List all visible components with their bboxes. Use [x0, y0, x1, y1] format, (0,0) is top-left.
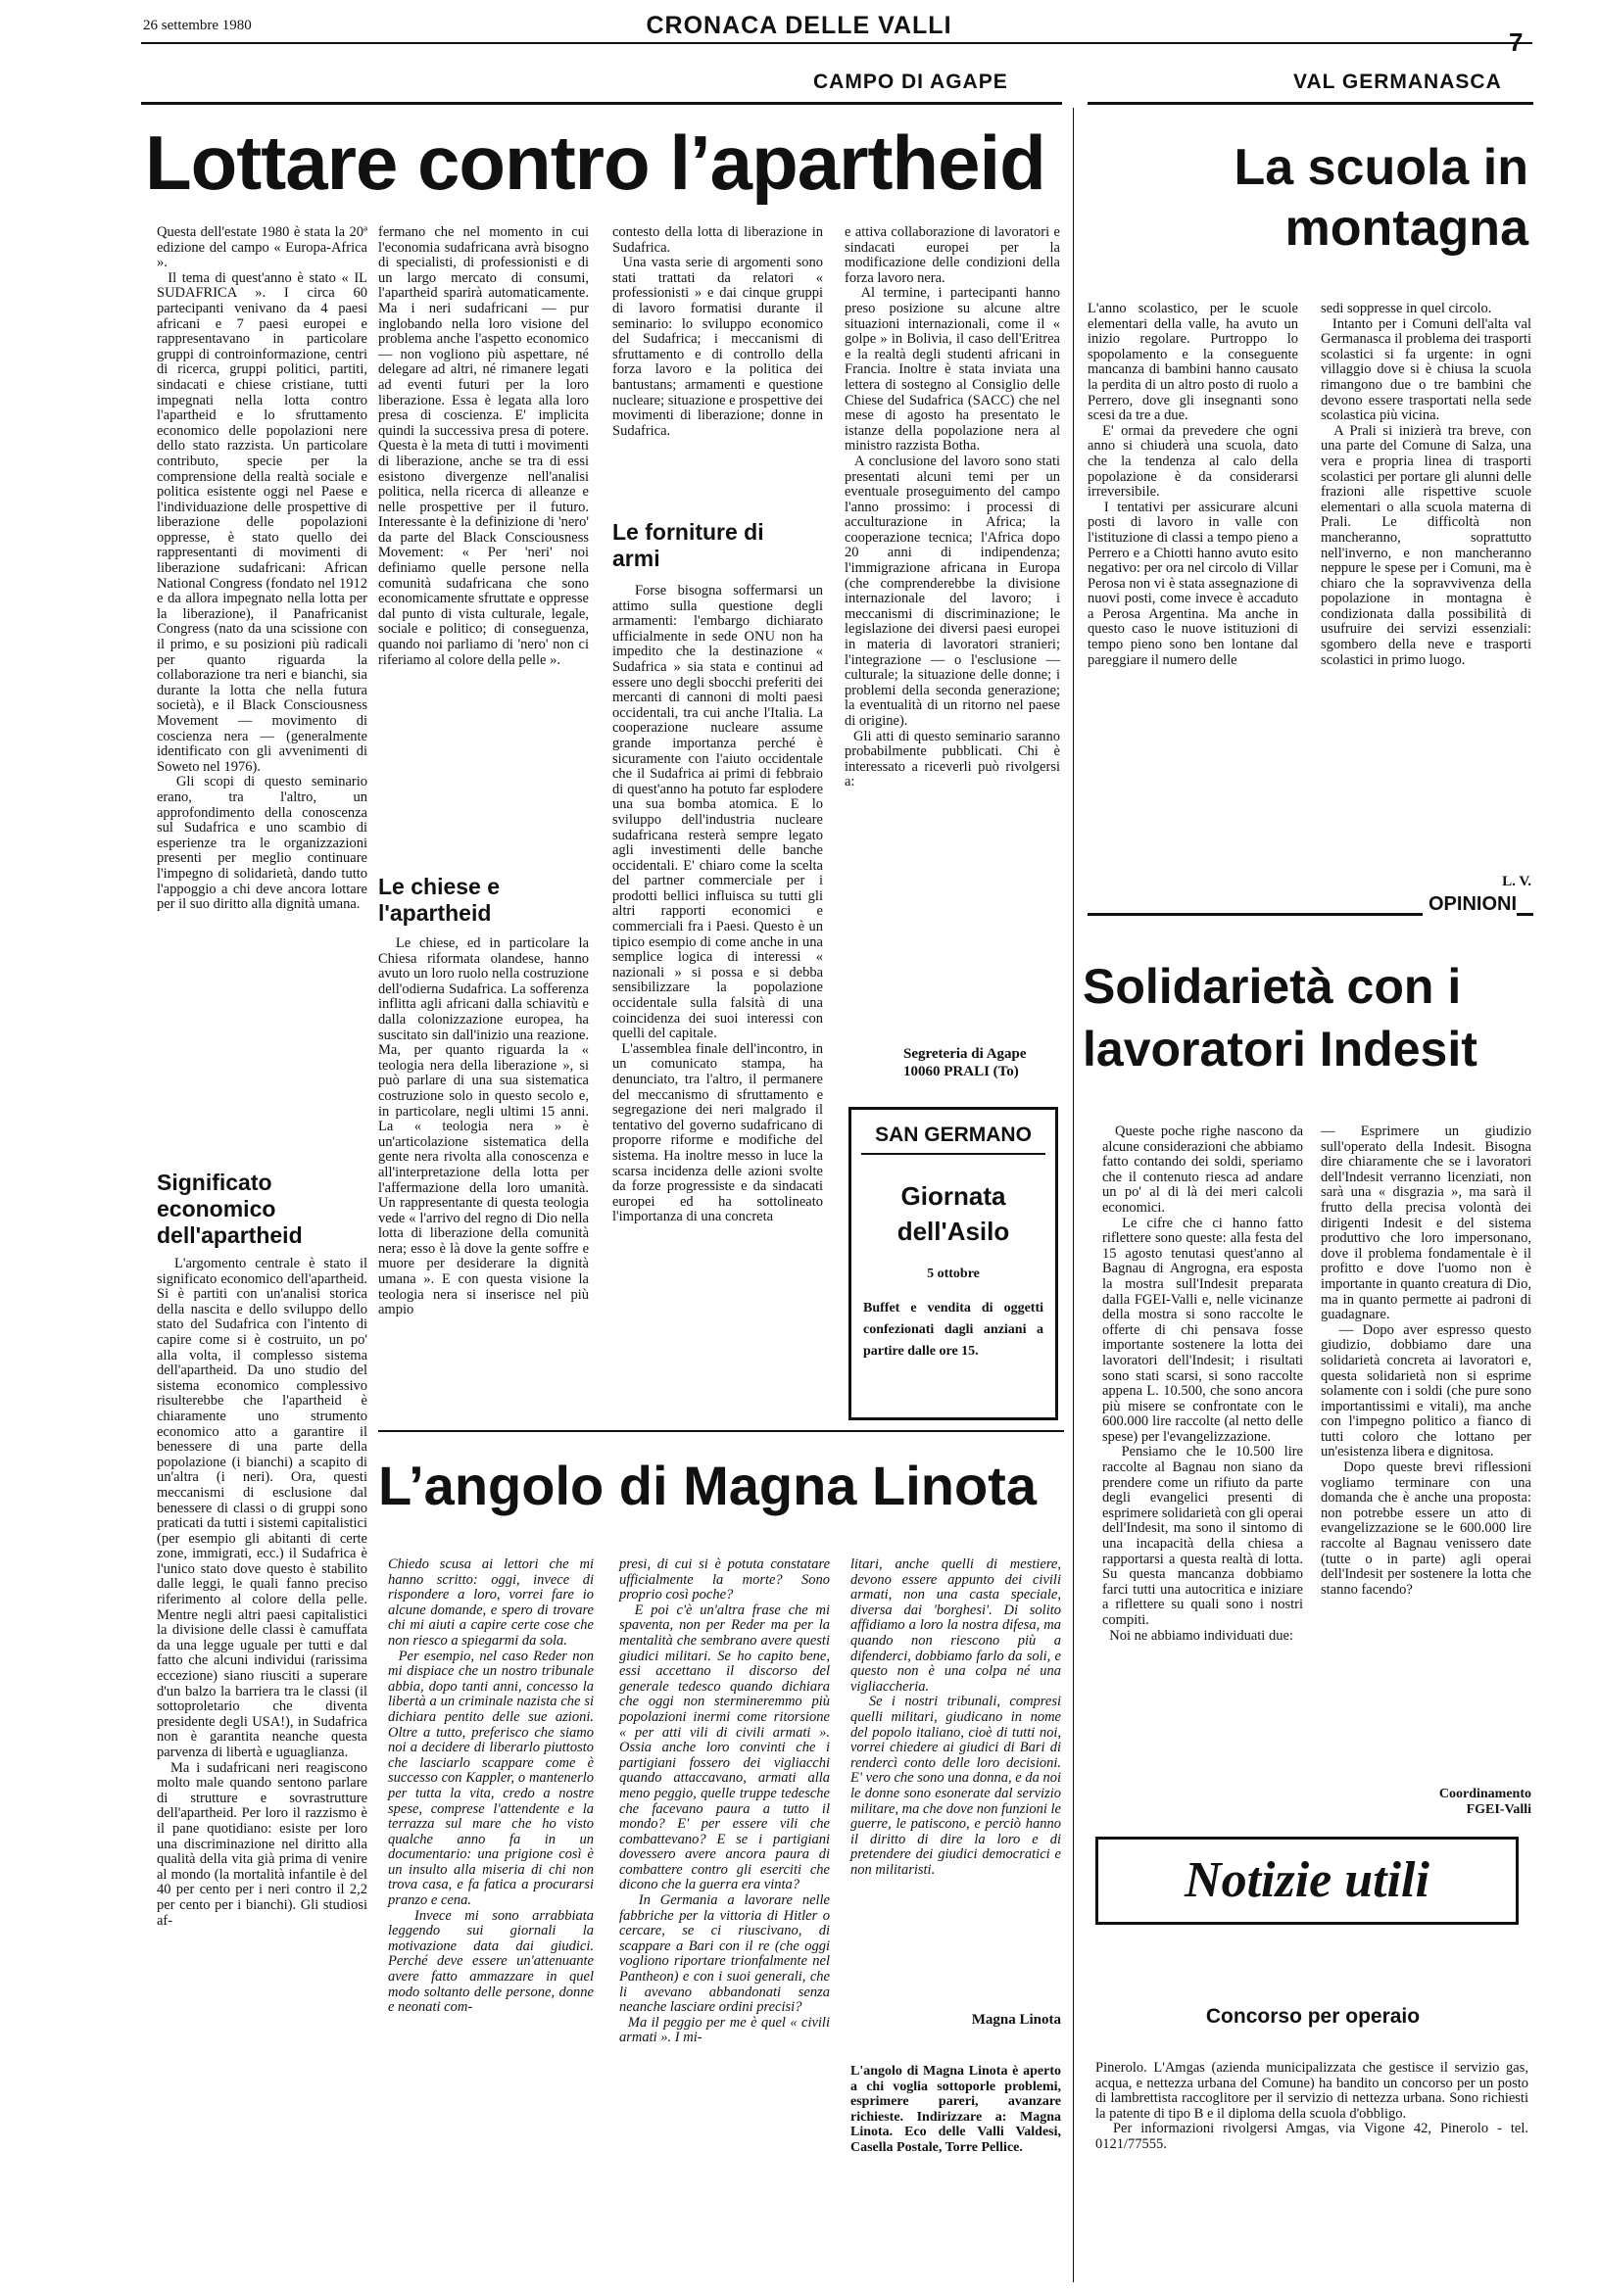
- san-germano-box: [848, 1107, 1058, 1420]
- masthead-rule: [141, 42, 1532, 44]
- apartheid-column-1: [157, 225, 367, 2177]
- apartheid-column-3: [612, 225, 823, 1495]
- apartheid-column-2: [378, 224, 593, 1500]
- linota-note: L'angolo di Magna Linota è aperto a chi voglia sottoporle problemi, esprimere pareri, avanzare richieste. Indirizzare a: Magna Linota. Eco delle Valli Valdesi, Casella Postale, Torre Pellice.: [850, 2064, 1065, 2155]
- linota-column-1: [388, 1557, 594, 2282]
- headline-scuola: La scuola in montagna: [1234, 139, 1528, 257]
- article-text: Le chiese, ed in particolare la Chiesa riformata olandese, hanno avuto un loro ruolo nella costruzione dell'odierna Sudafrica. La sofferenza inflitta agli africani dalla schiavitù e dalla colonizzazione europea, ha suscitato sin dall'inizio una reazione. Ma, per quanto riguarda la « teologia nera della liberazione », si può parlare di una sua sistematica costruzione solo in questo secolo e, in particolare, negli ultimi 15 anni. La « teologia nera » è un'articolazione sistematica della gente nera rivolta alla conoscenza e all'interpretazione della lotta per l'affermazione della loro umanità. Un rappresentante di questa teologia vede « l'arrivo del regno di Dio nella lotta di liberazione della comunità nera; esso è là dove la gente soffre e muore per desiderare la dignità umana ». E con questa visione la teologia nera si inserisce nel più ampio: [378, 935, 593, 1318]
- article-text: litari, anche quelli di mestiere, devono essere appunto dei civili armati, non una casta speciale, diversa dai 'borghesi'. Di solito affidiamo a loro la nostra difesa, ma quando non riescono più a difenderci, dobbiamo farlo da soli, e questo non è una colpa né una vigliaccheria. Se i nostri tribunali, compresi quelli militari, giudicano in nome del popolo italiano, cioè di tutti noi, vorrei chiedere ai giudici di Bari di rendercì conto delle loro decisioni. E' vero che sono una donna, e da noi le donne sono esonerate dal servizio militare, ma che dove non funzioni le guerre, le patiscono, e perciò hanno il diritto di dire la loro e di pretendere dei giudici democratici e non militaristi.: [850, 1556, 1061, 1878]
- subheading-chiese: Le chiese e l'apartheid: [378, 874, 501, 926]
- linota-column-3: [850, 1556, 1065, 2230]
- box-rule: [861, 1153, 1045, 1155]
- article-text: Chiedo scusa ai lettori che mi hanno scritto: oggi, invece di rispondere a loro, vorrei fare io alcune domande, e spero di trovare chi mi aiuti a capire certe cose che non riesco a spiegarmi da sola. Per esempio, nel caso Reder non mi dispiace che un nostro tribunale abbia, dopo tanti anni, concesso la libertà a un criminale nazista che si dichiara pentito delle sue azioni. Oltre a tutto, preferisco che siamo noi a decidere di liberarlo piuttosto che lasciarlo scappare come è successo con Kappler, o mantenerlo per tutta la vita, credo a nostre spese, comprese l'attendente e la terrazza sul mare che ho visto qualche anno fa in un documentario: una prigione così è un insulto alla miseria di chi non trova casa, e fa fatica a procurarsi pranzo e cena. Invece mi sono arrabbiata leggendo sui giornali la motivazione data dai giudici. Perché deve essere un'attenuante avere fatto ammazzare in quel modo soltanto delle persone, donne e neonati com-: [388, 1556, 595, 2016]
- column-divider: [1073, 108, 1074, 2282]
- headline-linota: L’angolo di Magna Linota: [378, 1455, 1037, 1516]
- linota-column-2: [619, 1557, 830, 2282]
- newspaper-title: CRONACA DELLE VALLI: [646, 12, 952, 39]
- box-text: Buffet e vendita di oggetti confezionati dagli anziani a partire dalle ore 15.: [863, 1301, 1043, 1359]
- article-text: contesto della lotta di liberazione in Sudafrica. Una vasta serie di argomenti sono stati trattati da relatori « professionisti » e dai cinque gruppi di lavoro formatisi durante il seminario: lo sviluppo economico del Sudafrica; i meccanismi di sfruttamento e di controllo della forza lavoro e la politica dei bantustans; armamenti e questione nucleare; situazione e prospettive dei movimenti di liberazione; donne in Sudafrica.: [612, 224, 823, 439]
- headline-solidarieta: Solidarietà con i lavoratori Indesit: [1083, 959, 1477, 1076]
- signature-agape: Segreteria di Agape: [903, 1046, 1027, 1062]
- article-text: L'argomento centrale è stato il significato economico dell'apartheid. Si è partiti con un'analisi storica della nascita e dello sviluppo dello stato del Sudafrica con l'intento di capire come si è costruito, un po' alla volta, il complesso sistema dell'apartheid. Da uno studio del sistema economico complessivo risulterebbe che l'apartheid è chiaramente uno strumento economico atto a garantire il benessere di una parte della popolazione (i bianchi) a scapito di un'altra (i neri). Ora, questi meccanismi di esclusione dal benessere di classi o di gruppi sono praticati da tutti i sistemi capitalistici (per esempio gli abitanti di certe zone, immigrati, ecc.) il Sudafrica è l'unico stato dove questo è stabilito dalle leggi, le quali fanno preciso riferimento al colore della pelle. Mentre negli altri paesi capitalistici la divisione delle classi è camuffata da una legge uguale per tutti e dal fatto che alcuni individui (rarissima eccezione) siano riusciti a superare d'un balzo la barriera tra le classi (il sottoproletario che diventa presidente degli USA!), in Sudafrica non è garantita neanche questa parvenza di libertà e uguaglianza. Ma i sudafricani neri reagiscono molto male quando sentono parlare di strutture e sovrastrutture dell'apartheid. Per loro il razzismo è il pane quotidiano: esiste per loro una discriminazione nel diritto alla qualità della vita già prima di venire al mondo (la mortalità infantile è del 40 per cento per i neri contro il 2,2 per cento per i bianchi). Gli studiosi af-: [157, 1256, 368, 1929]
- section-label-campo-agape: CAMPO DI AGAPE: [813, 71, 1008, 93]
- article-text: fermano che nel momento in cui l'economia sudafricana avrà bisogno di specialisti, di professionisti e di un largo mercato di consumi, l'apartheid sparirà automaticamente. Ma i neri sudafricani — pur inglobando nella loro visione del problema anche l'aspetto economico — non vogliono più aspettare, né delegare ad altri, né rimanere legati ad eventi futuri per la loro liberazione. Essa è legata alla loro presa di coscienza. E' implicita quindi la successiva presa di potere. Questa è la meta di tutti i movimenti di liberazione, anche se tra di essi esistono divergenze nell'analisi politica, nella ricerca di alleanze e nelle prospettive per il futuro. Interessante è la definizione di 'nero' da parte del Black Consciousness Movement: « Per 'neri' noi definiamo quelle persone nella comunità sudafricana che sono economicamente sfruttate e oppresse dal punto di vista culturale, legale, sociale e politico; di conseguenza, quando noi parliamo di 'nero' non ci riferiamo al colore della pelle ».: [378, 224, 593, 668]
- signature-coordinamento: Coordinamento: [1438, 1787, 1531, 1801]
- article-text: Forse bisogna soffermarsi un attimo sulla questione degli armamenti: l'embargo dichiarato ufficialmente in sede ONU non ha impedito che la destinazione « Sudafrica » sia stata e continui ad essere uno degli sbocchi preferiti dei mercanti di cannoni di molti paesi occidentali, tra cui anche l'Italia. La cooperazione nucleare assume grande importanza perché è sicuramente con l'aiuto occidentale che il Sudafrica ai primi di febbraio di quest'anno ha potuto far esplodere una sua bomba atomica. E lo sviluppo dell'industria nucleare sudafricana resterà sempre legato agli investimenti delle banche occidentali. E' chiaro come la scelta del partner commerciale per i prodotti bellici influisca su tutti gli altri rapporti economici e commerciali fra i Paesi. Questo è un tipico esempio di come anche in una semplice logica di interessi « nazionali » si possa e si debba sensibilizzare la popolazione occidentale sulla falsità di una coincidenza dei suoi interessi con quelli del capitale. L'assemblea finale dell'incontro, in un comunicato stampa, ha denunciato, tra l'altro, il permanere del meccanismo di sfruttamento e segregazione dei neri malgrado il tentativo del governo sudafricano di proporre riforme e modifiche del sistema. Ha inoltre messo in luce la scarsa incidenza delle azioni svolte da forze progressiste e da sindacati europei ed ha sottolineato l'importanza di una concreta: [612, 583, 823, 1225]
- signature-fgei: FGEI-Valli: [1466, 1802, 1531, 1817]
- article-text: sedi soppresse in quel circolo. Intanto per i Comuni dell'alta val Germanasca il problema dei trasporti scolastici si fa urgente: in ogni villaggio dove si è chiusa la scuola rimangono due o tre bambini che devono essere trasportati nella sede scolastica più vicina. A Prali si inizierà tra breve, con una parte del Comune di Salza, una vera e propria linea di trasporti scolastici per portare gli alunni delle frazioni alle rispettive scuole elementari o alla scuola materna di Prali. Le difficoltà non mancheranno, soprattutto nell'inverno, e non mancheranno neppure le spese per i Comuni, ma è chiaro che la sopravvivenza della popolazione in montagna è condizionata dalla possibilità di usufruire dei servizi essenziali: sgombero della neve e trasporti scolastici in primo luogo.: [1321, 301, 1532, 668]
- article-text: Questa dell'estate 1980 è stata la 20ª edizione del campo « Europa-Africa ». Il tema di quest'anno è stato « IL SUDAFRICA ». I circa 60 partecipanti venivano da 4 paesi africani e 7 paesi europei e rappresentavano in particolare gruppi di controinformazione, centri di ricerca, gruppi politici, partiti, sindacati e chiese cristiane, tutti impegnati nella lotta contro l'apartheid e lo sfruttamento economico delle popolazioni nere dello stato razzista. Un particolare contributo, specie per la comprensione della realtà sociale e politica esistente oggi nel Paese e l'individuazione delle prospettive di liberazione delle popolazioni oppresse, è stato quello dei rappresentanti di movimenti di liberazione sudafricani: African National Congress (fondato nel 1912 e da allora impegnato nella lotta per la liberazione), il Panafricanist Congress (nato da una scissione con il primo, e su posizioni più radicali per quanto riguarda la collaborazione tra neri e bianchi, sia durante la lotta che nella futura società), e il Black Consciousness Movement — movimento di coscienza nera — (generalmente identificato con gli avvenimenti di Soweto nel 1976). Gli scopi di questo seminario erano, tra l'altro, un approfondimento della conoscenza sul Sudafrica e uno scambio di esperienze tra le organizzazioni presenti per meglio continuare l'impegno di solidarietà, dando tutto l'appoggio a chi deve ancora lottare per il suo diritto alla dignità umana.: [157, 224, 368, 913]
- address-agape: 10060 PRALI (To): [903, 1064, 1019, 1079]
- solidarieta-column-1: [1102, 1124, 1303, 1825]
- subheading-forniture: Le forniture di armi: [612, 519, 764, 571]
- article-text: presi, di cui si è potuta constatare ufficialmente la morte? Sono proprio così poche? E poi c'è un'altra frase che mi spaventa, non per Reder ma per la mentalità che sembrano avere questi giudici militari. Se ho capito bene, essi accettano il discorso del generale tedesco quando dichiara che oggi non stermineremmo più popolazioni inermi come ritorsione « per atti vili di civili armati ». Ossia anche loro convinti che i partigiani fossero dei vigliacchi quando attaccavano, armati alla meno peggio, quelle truppe tedesche che facevano paura a tutto il mondo? E' per essere vili che combattevano? E se i partigiani dovessero avere ancora paura di combattere contro gli eserciti che dicono che la guerra era vinta? In Germania a lavorare nelle fabbriche per la vittoria di Hitler o cercare, se ci riuscivano, di scappare a Bari con il re (che oggi vogliono riportare trionfalmente nel Pantheon) e con i suoi generali, che li avevano abbandonati senza neanche lasciare ordini precisi? Ma il peggio per me è quel « civili armati ». I mi-: [619, 1556, 831, 2046]
- headline-apartheid: Lottare contro l’apartheid: [145, 120, 1045, 206]
- article-text: e attiva collaborazione di lavoratori e sindacati europei per la modificazione delle condizioni della forza lavoro nera. Al termine, i partecipanti hanno preso posizione su alcune altre situazioni internazionali, come il « golpe » in Bolivia, il caso dell'Eritrea e la realtà degli studenti africani in Francia. Inoltre è stata inviata una lettera di sostegno al Consiglio delle Chiese del Sudafrica (SACC) che nel mese di agosto ha presentato le istanze della popolazione nera al ministro razzista Botha. A conclusione del lavoro sono stati presentati alcuni temi per un eventuale proseguimento del campo l'anno prossimo: i processi di acculturazione in Africa; la cooperazione tecnica; l'Africa dopo 20 anni di indipendenza; l'immigrazione africana in Europa (che comprenderebbe la divisione internazionale del lavoro; i meccanismi di discriminazione; le legislazione dei diversi paesi europei in materia di lavoratori stranieri; l'integrazione — o l'esclusione — culturale; la situazione delle donne; i problemi della seconda generazione; la eventualità di un ritorno nel paese di origine). Gli atti di questo seminario saranno probabilmente pubblicati. Chi è interessato a riceverli può rivolgersi a:: [845, 224, 1061, 790]
- box-heading: SAN GERMANO: [875, 1124, 1032, 1146]
- article-text: Queste poche righe nascono da alcune considerazioni che abbiamo fatto contando dei soldi, speriamo che il contenuto riesca ad andare un po' al di là dei meri calcoli economici. Le cifre che ci hanno fatto riflettere sono queste: alla festa del 15 agosto tenutasi quest'anno al Bagnau di Angrogna, era esposta la mostra sull'Indesit preparata dalla FGEI-Valli e, nelle vicinanze della mostra si sono raccolte le offerte di chi pensava fosse importante sostenere la lotta dei lavoratori dell'Indesit; i risultati sono stati scarsi, si sono raccolte appena L. 10.500, che sono ancora più misere se confrontate con le 600.000 lire raccolte (al netto delle spese) per l'evangelizzazione. Pensiamo che le 10.500 lire raccolte al Bagnau non siano da prendere come un rifiuto da parte degli evangelici presenti di esprimere solidarietà con gli operai dell'Indesit, ma sono il sintomo di una incapacità della chiesa a rapportarsi a questa realtà di lotta. Su questa mancanza dobbiamo farci tutti una autocritica e iniziare a riflettere su quali sono i nostri compiti. Noi ne abbiamo individuati due:: [1102, 1124, 1303, 1644]
- article-text: L'anno scolastico, per le scuole elementari della valle, ha avuto un inizio regolare. Purtroppo lo spopolamento e la conseguente mancanza di bambini hanno causato la perdita di un altro posto di ruolo a Perrero, dove gli insegnanti sono scesi da tre a due. E' ormai da prevedere che ogni anno si chiuderà una scuola, dato che la tendenza al calo della popolazione è da considerarsi irreversibile. I tentativi per assicurare alcuni posti di lavoro in valle con l'istituzione di classi a tempo pieno a Perrero e a Chiotti hanno avuto esito negativo: per ora nel circolo di Villar Perosa non vi è stata assegnazione di nuovi posti, come invece è accaduto a Perosa Argentina. Ma anche in questo caso le nuove istituzioni di tempo pieno sono ben lontane dal pareggiare il numero delle: [1088, 301, 1299, 668]
- notizie-title: Notizie utili: [1185, 1852, 1429, 1908]
- box-date: 5 ottobre: [927, 1267, 980, 1281]
- signature-linota: Magna Linota: [971, 2012, 1061, 2028]
- issue-date: 26 settembre 1980: [143, 18, 252, 33]
- article-text: — Esprimere un giudizio sull'operato della Indesit. Bisogna dire chiaramente che se i lavoratori dell'Indesit verranno licenziati, non sarà una « disgrazia », ma sarà il frutto della precisa volontà dei dirigenti Indesit e del sistema produttivo che loro impersonano, dove il problema fondamentale è il profitto e dove l'uomo non è importante in quanto creatura di Dio, ma in quanto permette ai padroni di guadagnare. — Dopo aver espresso questo giudizio, dobbiamo dare una solidarietà concreta ai lavoratori e, questa solidarietà non si esprime solamente con i soldi (che pure sono importantissimi e vitali), ma anche con l'impegno politico a fianco di tutti coloro che lottano per un'esistenza libera e dignitosa. Dopo queste brevi riflessioni vogliamo terminare con una domanda che è anche una proposta: non potrebbe essere un atto di evangelizzazione se le 600.000 lire raccolte al Bagnau venissero date (tutte o in parte) agli operai dell'Indesit per sostenere la lotta che stanno facendo?: [1321, 1124, 1532, 1598]
- notizie-column: [1095, 2061, 1528, 2227]
- linota-rule: [378, 1430, 1064, 1432]
- section-label-val-germanasca: VAL GERMANASCA: [1293, 71, 1502, 93]
- notizie-subtitle: Concorso per operaio: [1205, 2005, 1421, 2028]
- article-text: Pinerolo. L'Amgas (azienda municipalizzata che gestisce il servizio gas, acqua, e nettezza urbana del Comune) ha bandito un concorso per un posto di lambrettista raccoglitore per il servizio di nettezza urbana. Sono richiesti la patente di tipo B e il diploma della scuola d'obbligo. Per informazioni rivolgersi Amgas, via Vigone 42, Pinerolo - tel. 0121/77555.: [1095, 2060, 1528, 2152]
- subheading-significato: Significato economico dell'apartheid: [157, 1170, 303, 1248]
- section-rule-right: [1088, 102, 1533, 105]
- scuola-column-2: [1321, 302, 1531, 890]
- signature-lv: L. V.: [1502, 874, 1531, 889]
- box-title: Giornata dell'Asilo: [896, 1181, 1010, 1246]
- notizie-box: [1095, 1837, 1519, 1925]
- section-label-opinioni: OPINIONI: [1423, 893, 1517, 916]
- section-rule-left: [141, 102, 1062, 105]
- apartheid-column-4: [845, 224, 1061, 1079]
- solidarieta-column-2: [1321, 1124, 1531, 1818]
- scuola-column-1: [1088, 302, 1298, 880]
